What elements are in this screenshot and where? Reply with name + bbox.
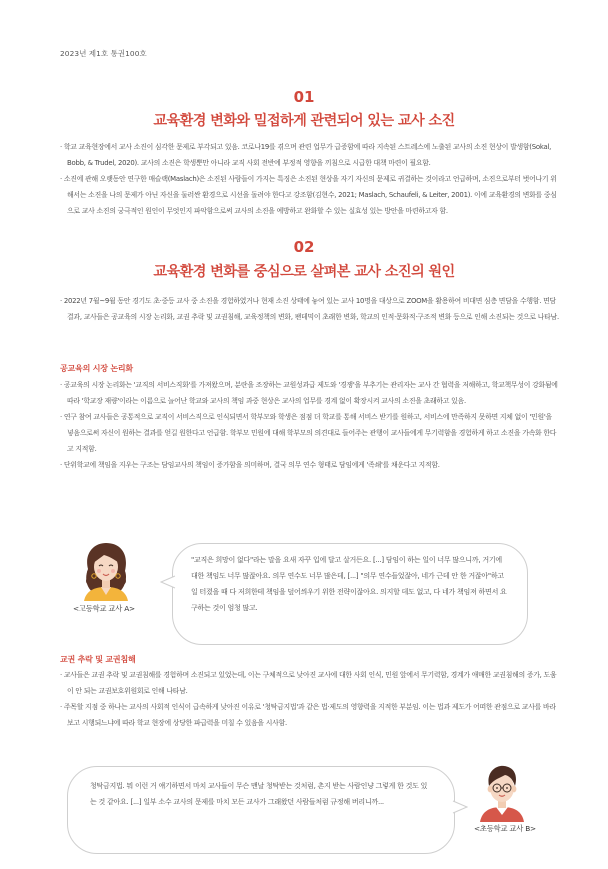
bubble-tail-right <box>452 800 468 814</box>
teacher-b-caption: <초등학교 교사 B> <box>474 824 536 833</box>
market-logic-bullet-3: · 단위학교에 책임을 지우는 구조는 담임교사의 책임이 증가함을 의미하며, 결국 의무 연수 형태로 담임에게 '족쇄'를 채운다고 지적함. <box>60 457 560 473</box>
teacher-b-quote-bubble <box>67 766 455 854</box>
section-1-body <box>60 139 560 219</box>
teacher-a-avatar <box>74 539 138 601</box>
section-1-title: 교육환경 변화와 밀접하게 관련되어 있는 교사 소진 <box>153 113 455 129</box>
section-2-number: 02 <box>293 238 315 256</box>
subsection-market-logic-heading: 공교육의 시장 논리화 <box>60 364 133 373</box>
teacher-a-caption: <고등학교 교사 A> <box>73 604 135 613</box>
section-1-number: 01 <box>293 88 315 106</box>
teacher-rights-bullet-1: · 교사들은 교권 추락 및 교권침해를 경험하며 소진되고 있었는데, 이는 구체적으로 낮아진 교사에 대한 사회 인식, 민원 앞에서 무기력함, 경계가 애매한 교권침해의 증가, 도움이 안 되는 교권보호위원회로 인해 나타남. <box>60 667 560 699</box>
teacher-a-quote-bubble <box>172 543 528 645</box>
section-2-title: 교육환경 변화를 중심으로 살펴본 교사 소진의 원인 <box>153 264 455 280</box>
market-logic-bullet-2: · 연구 참여 교사들은 공통적으로 교직이 서비스직으로 인식되면서 학부모와 학생은 점점 더 학교를 통해 서비스 받기를 원하고, 서비스에 만족하지 못하면 지체 없이 '민원'을 넣음으로써 자신이 원하는 결과를 얻길 원한다고 언급함. 학부모 민원에 대해 학부모의 의견대로 들어주는 관행이 교사들에게 무기력함을 경험하게 하고 소진을 가속화 한다고 지적함. <box>60 409 560 457</box>
subsection-teacher-rights-heading: 교권 추락 및 교권침해 <box>60 655 136 664</box>
teacher-b-quote: 청탁금지법. 뭐 이런 거 얘기하면서 마치 교사들이 무슨 맨날 청탁받는 것처럼, 촌지 받는 사람인냥 그렇게 한 것도 있는 것 같아요. [...] 일부 소수 교사의 문제를 마치 모든 교사가 그래왔던 사람들처럼 규정해 버리니까... <box>90 782 428 806</box>
teacher-b-avatar <box>470 760 534 822</box>
teacher-rights-bullet-2: · 주목할 지점 중 하나는 교사의 사회적 인식이 급속하게 낮아진 이유로 '청탁금지법'과 같은 법·제도의 영향력을 지적한 부분임. 이는 법과 제도가 어떠한 관점으로 교사를 바라보고 시행되느냐에 따라 학교 현장에 상당한 파급력을 미칠 수 있음을 시사함. <box>60 699 560 731</box>
section-1-bullet-2: · 소진에 관해 오랫동안 연구한 매슬랙(Maslach)은 소진된 사람들이 가지는 특징은 소진된 현상을 자기 자신의 문제로 귀결하는 것이라고 언급하며, 소진으로부터 벗어나기 위해서는 소진을 나의 문제가 아닌 자신을 둘러싼 환경으로 시선을 돌려야 한다고 강조함(김현수, 2021; Maslach, Schaufeli, & Leiter, 2001). 이에 교육환경의 변화를 중심으로 교사 소진의 궁극적인 원인이 무엇인지 파악함으로써 교사의 소진을 예방하고 완화할 수 있는 실효성 있는 방안을 마련하고자 함. <box>60 171 560 219</box>
section-1-bullet-1: · 학교 교육현장에서 교사 소진이 심각한 문제로 부각되고 있음. 코로나19를 겪으며 관련 업무가 급증함에 따라 지속된 스트레스에 노출된 교사의 소진 현상이 발생함(Sokal, Bobb, & Trudel, 2020). 교사의 소진은 학생뿐만 아니라 교직 사회 전반에 부정적 영향을 끼침으로 시급한 대책 마련이 필요함. <box>60 139 560 171</box>
issue-number: 2023년 제1호 통권100호 <box>60 49 147 58</box>
teacher-a-quote: "교직은 희망이 없다"라는 말을 요새 자꾸 입에 달고 살거든요. [...] 담임이 하는 일이 너무 많으니까, 거기에 대한 책임도 너무 많잖아요. 의무 연수도 너무 많은데, [...] "의무 연수들었잖아, 네가 근데 안 한 거잖아"하고 일 터졌을 때 다 저희한테 책임을 덮어씌우기 위한 전략이잖아요. 의지할 데도 없고, 다 네가 책임져 하면서 요구하는 것이 엄청 많고. <box>191 556 507 612</box>
subsection-teacher-rights-body <box>60 667 560 731</box>
section-2-intro <box>60 293 560 325</box>
bubble-tail-left <box>160 575 176 589</box>
market-logic-bullet-1: · 공교육의 시장 논리화는 '교직의 서비스직화'를 가져왔으며, 분란을 조장하는 교원성과급 제도와 '경쟁'을 부추기는 관리자는 교사 간 협력을 저해하고, 학교책무성이 강화됨에 따라 '학교장 재량'이라는 이름으로 늘어난 학교와 교사의 책임 과중 현상은 교사의 업무를 경계 없이 확장시켜 교사의 소진을 초래하고 있음. <box>60 377 560 409</box>
section-2-intro-text: · 2022년 7월~9월 동안 경기도 초·중등 교사 중 소진을 경험하였거나 현재 소진 상태에 놓여 있는 교사 10명을 대상으로 ZOOM을 활용하여 비대면 심층 면담을 수행함. 면담 결과, 교사들은 공교육의 시장 논리화, 교권 추락 및 교권침해, 교육정책의 변화, 팬데믹이 초래한 변화, 학교의 인적·문화적·구조적 변화 등으로 인해 소진되는 것으로 나타남. <box>60 293 560 325</box>
subsection-market-logic-body <box>60 377 560 473</box>
